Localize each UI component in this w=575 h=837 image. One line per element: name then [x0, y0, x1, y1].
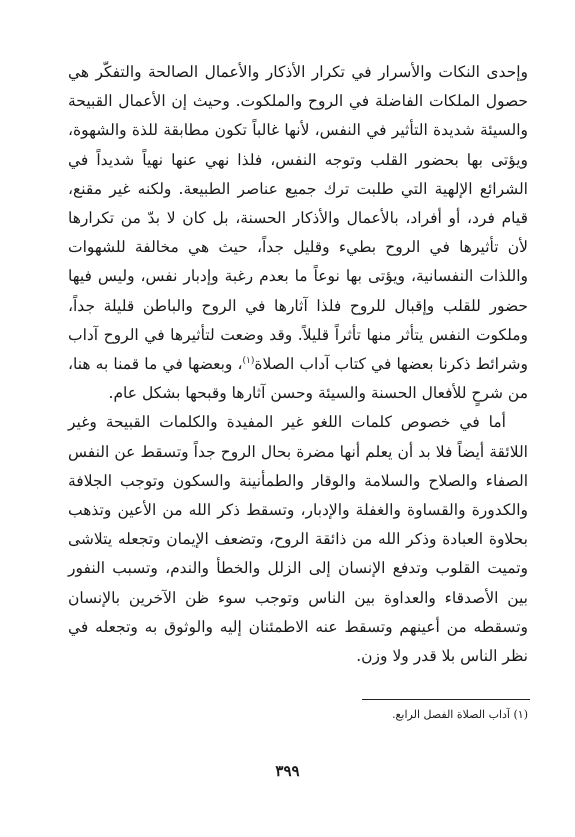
main-text: [68, 58, 528, 671]
footnote-divider: [362, 699, 530, 700]
page-body: [68, 58, 528, 671]
paragraph: [68, 58, 528, 408]
page-number: ٣٩٩: [275, 762, 300, 780]
paragraph-text: وإحدى النكات والأسرار في تكرار الأذكار والأعمال الصالحة والتفكّر هي حصول الملكات الفاضلة في الروح والملكوت. وحيث إن الأعمال القبيحة والسيئة شديدة التأثير في النفس، لأنها غالباً تكون مطابقة للذة والشهوة، ويؤتى بها بحضور القلب وتوجه النفس، فلذا نهي عنها نهياً شديداً في الشرائع الإلهية التي طلبت ترك جميع عناصر الطبيعة. ولكنه غير مقنع، قيام فرد، أو أفراد، بالأعمال والأذكار الحسنة، بل كان لا بدّ من تكرارها لأن تأثيرها في الروح بطيء وقليل جداً، حيث هي مخالفة للشهوات واللذات النفسانية، ويؤتى بها نوعاً ما بعدم رغبة وإدبار نفس، وليس فيها حضور للقلب وإقبال للروح فلذا آثارها في الروح والباطن قليلة جداً، وملكوت النفس يتأثر منها تأثراً قليلاً. وقد وضعت لتأثيرها في الروح آداب وشرائط ذكرنا بعضها في كتاب آداب الصلاة: [68, 63, 528, 374]
paragraph-text-end: ، وبعضها في ما قمنا به هنا، من شرحٍ للأفعال الحسنة والسيئة وحسن آثارها وقبحها بشكل عام.: [68, 355, 528, 403]
footnote-reference: (١): [242, 355, 255, 366]
paragraph: أما في خصوص كلمات اللغو غير المفيدة والكلمات القبيحة وغير اللائقة أيضاً فلا بد أن يعلم أنها مضرة بحال الروح جداً وتسقط عن النفس الصفاء والصلاح والسلامة والوقار والطمأنينة والسكون وتوجب الجلافة والكدورة والقساوة والغفلة والإدبار، وتسقط ذكر الله من الأعين وتذهب بحلاوة العبادة وذكر الله من ذائقة الروح، وتضعف الإيمان وتجعله يتلاشى وتميت القلوب وتدفع الإنسان إلى الزلل والخطأ والندم، وتسبب النفور بين الأصدقاء والعداوة بين الناس وتوجب سوء ظن الآخرين بالإنسان وتسقطه من أعينهم وتسقط عنه الاطمئنان إليه والوثوق به وتجعله في نظر الناس بلا قدر ولا وزن.: [68, 413, 528, 666]
footnote: (١) آداب الصلاة الفصل الرابع.: [392, 708, 528, 721]
